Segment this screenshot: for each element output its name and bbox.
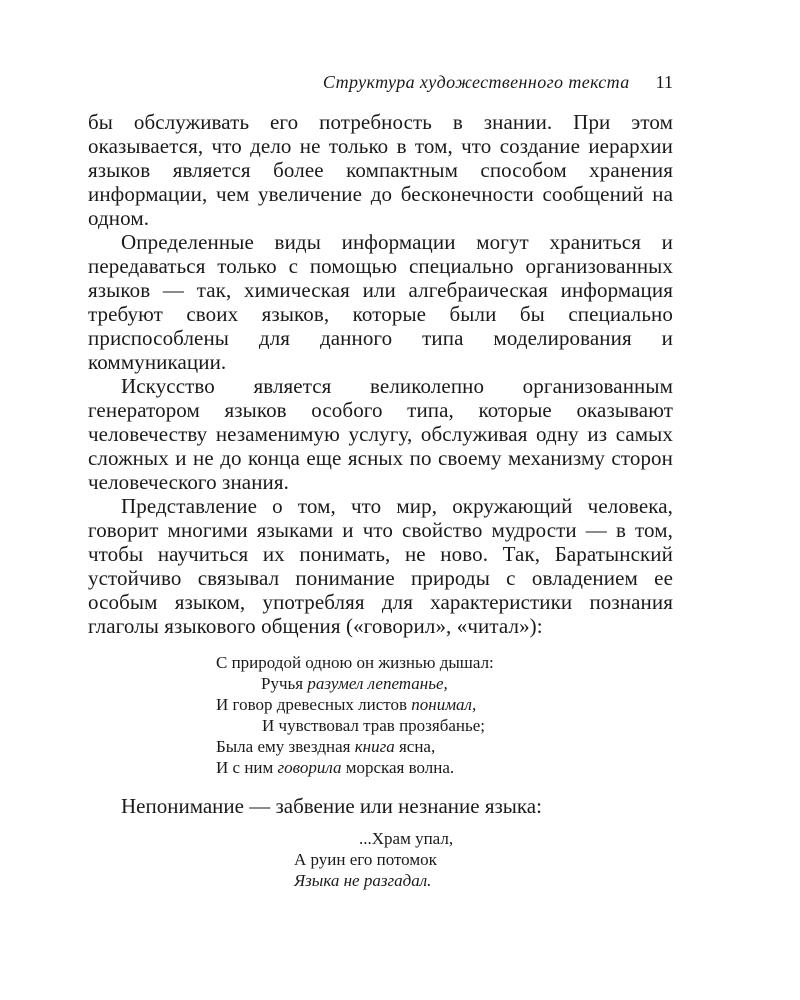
book-page xyxy=(88,72,673,891)
verse-line: И говор древесных листов понимал, xyxy=(216,695,477,714)
running-title: Структура художественного текста xyxy=(322,72,630,92)
verse-line: Языка не разгадал. xyxy=(294,871,432,890)
verse-line: И чувствовал трав прозябанье; xyxy=(262,716,486,735)
body-text xyxy=(88,110,673,638)
running-header xyxy=(88,72,673,98)
verse-quote-baratynsky xyxy=(216,652,673,778)
paragraph-1: бы обслуживать его потребность в знании. При этом оказывается, что дело не только в том, что создание иерархии языков является более компактным способом хранения информации, чем увеличение до бесконечности сообщений на одном. xyxy=(88,110,673,230)
verse-line: ...Храм упал, xyxy=(359,829,454,848)
paragraph-3: Искусство является великолепно организованным генератором языков особого типа, которые оказывают человечеству незаменимую услугу, обслуживая одну из самых сложных и не до конца еще ясных по своему механизму сторон человеческого знания. xyxy=(88,374,673,494)
page-number: 11 xyxy=(655,72,673,92)
verse-line: Была ему звездная книга ясна, xyxy=(216,737,436,756)
statement-line: Непонимание — забвение или незнание языка: xyxy=(121,794,542,818)
verse-line: С природой одною он жизнью дышал: xyxy=(216,653,494,672)
verse-line: Ручья разумел лепетанье, xyxy=(261,674,448,693)
verse-line: И с ним говорила морская волна. xyxy=(216,758,455,777)
verse-quote-temple xyxy=(294,828,673,891)
paragraph-4: Представление о том, что мир, окружающий человека, говорит многими языками и что свойство мудрости — в том, чтобы научиться их понимать, не ново. Так, Баратынский устойчиво связывал понимание природы с овладением ее особым языком, употребляя для характеристики познания глаголы языкового общения («говорил», «читал»): xyxy=(88,494,673,638)
paragraph-2: Определенные виды информации могут храниться и передаваться только с помощью специально организованных языков — так, химическая или алгебраическая информация требуют своих языков, которые были бы специально приспособлены для данного типа моделирования и коммуникации. xyxy=(88,230,673,374)
verse-line: А руин его потомок xyxy=(294,850,437,869)
